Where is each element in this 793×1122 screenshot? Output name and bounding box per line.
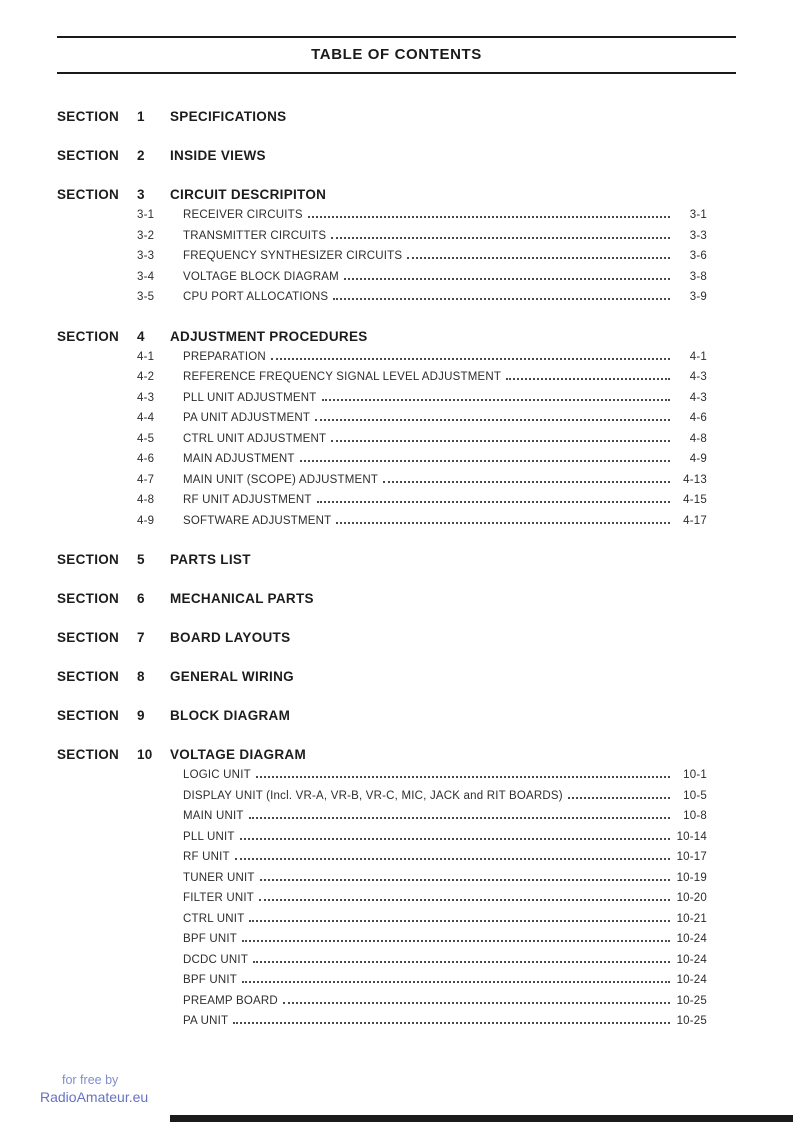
entry-title: PA UNIT ADJUSTMENT [183, 412, 311, 424]
entry-number: 4-4 [137, 412, 155, 424]
entry-page: 10-24 [676, 953, 707, 966]
entry-page: 4-1 [689, 350, 707, 363]
toc-entry [57, 429, 736, 450]
dot-leader [315, 419, 670, 421]
watermark-text: for free by [62, 1073, 119, 1087]
entry-page: 10-8 [683, 810, 707, 822]
entry-number: 4-5 [137, 432, 155, 445]
section-heading-1 [57, 107, 736, 127]
entry-page: 3-8 [689, 270, 707, 283]
entry-page: 3-1 [689, 209, 707, 221]
entry-title: RF UNIT ADJUSTMENT [183, 494, 312, 506]
watermark-link[interactable]: RadioAmateur.eu [40, 1089, 149, 1105]
entry-page: 4-17 [683, 514, 707, 527]
entry-title: BPF UNIT [183, 974, 237, 986]
toc-entry [57, 909, 736, 930]
entry-page: 10-14 [676, 830, 707, 843]
section-number: 1 [137, 109, 145, 124]
toc-entry [57, 367, 736, 388]
section-heading-7 [57, 628, 736, 648]
section-label: SECTION [57, 109, 120, 124]
toc-entry [57, 347, 736, 368]
entry-page: 4-8 [689, 432, 707, 445]
toc-entry [57, 511, 736, 532]
dot-leader [333, 298, 670, 300]
dot-leader [300, 460, 670, 462]
entry-page: 10-1 [683, 769, 707, 781]
section-title: PARTS LIST [170, 552, 251, 567]
section-heading-4 [57, 327, 736, 347]
section-heading-10 [57, 745, 736, 765]
dot-leader [317, 501, 670, 503]
section-title: CIRCUIT DESCRIPITON [170, 187, 327, 202]
entry-title: DISPLAY UNIT (Incl. VR-A, VR-B, VR-C, MIC, JACK and RIT BOARDS) [183, 789, 563, 802]
entry-title: LOGIC UNIT [183, 769, 251, 781]
section-label: SECTION [57, 328, 120, 344]
entry-title: DCDC UNIT [183, 953, 249, 966]
dot-leader [283, 1002, 670, 1004]
entry-page: 10-21 [676, 912, 707, 925]
entry-page: 4-3 [689, 371, 707, 383]
entry-page: 3-9 [689, 291, 707, 303]
section-label: SECTION [57, 591, 120, 606]
section-heading-3 [57, 185, 736, 205]
dot-leader [336, 522, 670, 524]
section-label: SECTION [57, 708, 120, 723]
toc-entry [57, 806, 736, 827]
dot-leader [506, 378, 670, 380]
section-heading-6 [57, 589, 736, 609]
dot-leader [242, 940, 670, 942]
section-number: 3 [137, 187, 145, 202]
dot-leader [331, 440, 670, 442]
dot-leader [331, 237, 670, 239]
dot-leader [233, 1022, 670, 1024]
entry-number: 3-1 [137, 209, 155, 221]
section-heading-2 [57, 146, 736, 166]
section-number: 2 [137, 148, 145, 163]
section-label: SECTION [57, 187, 120, 202]
entry-title: FILTER UNIT [183, 892, 254, 904]
entry-number: 4-1 [137, 350, 155, 363]
entry-number: 3-2 [137, 229, 155, 242]
entry-title: RF UNIT [183, 851, 230, 863]
section-number: 6 [137, 591, 145, 606]
section-title: BOARD LAYOUTS [170, 630, 291, 645]
entry-page: 10-19 [676, 871, 707, 884]
entry-title: FREQUENCY SYNTHESIZER CIRCUITS [183, 250, 403, 262]
entry-number: 4-8 [137, 494, 155, 506]
toc-entry [57, 246, 736, 267]
page-bottom-bar [170, 1115, 793, 1122]
entry-page: 10-24 [676, 933, 707, 945]
entry-page: 4-13 [683, 473, 707, 486]
toc-entry [57, 868, 736, 889]
section-number: 5 [137, 552, 145, 567]
entry-title: PREPARATION [183, 350, 266, 363]
entry-number: 4-2 [137, 371, 155, 383]
section-label: SECTION [57, 552, 120, 567]
toc-entry [57, 267, 736, 288]
dot-leader [344, 278, 670, 280]
toc-entry [57, 929, 736, 950]
entry-title: PLL UNIT ADJUSTMENT [183, 391, 317, 404]
entry-title: PA UNIT [183, 1015, 229, 1027]
entry-page: 3-6 [689, 250, 707, 262]
section-title: BLOCK DIAGRAM [170, 708, 291, 723]
watermark [40, 1072, 148, 1106]
toc-entry [57, 470, 736, 491]
dot-leader [322, 399, 670, 401]
toc-entry [57, 991, 736, 1012]
dot-leader [256, 776, 670, 778]
toc-entry [57, 408, 736, 429]
entry-number: 4-3 [137, 391, 155, 404]
toc-entry [57, 449, 736, 470]
entry-title: PREAMP BOARD [183, 994, 278, 1007]
toc-header [57, 36, 736, 74]
section-number: 7 [137, 630, 145, 645]
entry-title: CPU PORT ALLOCATIONS [183, 291, 329, 303]
entry-title: REFERENCE FREQUENCY SIGNAL LEVEL ADJUSTMENT [183, 371, 502, 383]
section-title: INSIDE VIEWS [170, 148, 266, 163]
page-title: TABLE OF CONTENTS [311, 46, 482, 63]
entry-number: 4-9 [137, 514, 155, 527]
toc-entry [57, 786, 736, 807]
toc-content [57, 107, 736, 1032]
entry-title: MAIN UNIT (SCOPE) ADJUSTMENT [183, 473, 379, 486]
section-label: SECTION [57, 669, 120, 684]
section-label: SECTION [57, 148, 120, 163]
entry-page: 10-20 [676, 892, 707, 904]
toc-entry [57, 847, 736, 868]
section-title: SPECIFICATIONS [170, 109, 287, 124]
toc-entry [57, 1011, 736, 1032]
dot-leader [240, 838, 670, 840]
entry-title: MAIN ADJUSTMENT [183, 453, 295, 465]
toc-entry [57, 888, 736, 909]
entry-page: 4-6 [689, 412, 707, 424]
dot-leader [249, 817, 670, 819]
toc-entry [57, 287, 736, 308]
entry-page: 10-25 [676, 994, 707, 1007]
entry-title: CTRL UNIT ADJUSTMENT [183, 432, 327, 445]
toc-entry [57, 827, 736, 848]
entry-title: TRANSMITTER CIRCUITS [183, 229, 327, 242]
toc-entry [57, 490, 736, 511]
entry-number: 3-4 [137, 270, 155, 283]
section-heading-8 [57, 667, 736, 687]
toc-entry [57, 226, 736, 247]
entry-title: TUNER UNIT [183, 871, 255, 884]
dot-leader [253, 961, 670, 963]
entry-title: BPF UNIT [183, 933, 237, 945]
section-number: 9 [137, 708, 145, 723]
section-number: 10 [137, 747, 153, 762]
section-title: GENERAL WIRING [170, 669, 294, 684]
entry-number: 4-7 [137, 473, 155, 486]
section-label: SECTION [57, 747, 120, 762]
section-number: 4 [137, 328, 145, 344]
entry-page: 4-3 [689, 391, 707, 404]
section-title: ADJUSTMENT PROCEDURES [170, 328, 368, 344]
entry-number: 4-6 [137, 453, 155, 465]
section-number: 8 [137, 669, 145, 684]
dot-leader [407, 257, 670, 259]
toc-entry [57, 388, 736, 409]
entry-page: 10-25 [676, 1015, 707, 1027]
section-title: MECHANICAL PARTS [170, 591, 314, 606]
dot-leader [235, 858, 670, 860]
dot-leader [568, 797, 670, 799]
section-heading-5 [57, 550, 736, 570]
entry-title: PLL UNIT [183, 830, 235, 843]
dot-leader [383, 481, 670, 483]
entry-page: 4-15 [683, 494, 707, 506]
entry-page: 3-3 [689, 229, 707, 242]
entry-title: SOFTWARE ADJUSTMENT [183, 514, 332, 527]
dot-leader [242, 981, 670, 983]
entry-page: 10-5 [683, 789, 707, 802]
entry-number: 3-5 [137, 291, 155, 303]
entry-page: 10-17 [676, 851, 707, 863]
section-title: VOLTAGE DIAGRAM [170, 747, 306, 762]
entry-title: VOLTAGE BLOCK DIAGRAM [183, 270, 339, 283]
section-label: SECTION [57, 630, 120, 645]
dot-leader [260, 879, 670, 881]
entry-page: 4-9 [689, 453, 707, 465]
toc-entry [57, 765, 736, 786]
dot-leader [249, 920, 670, 922]
dot-leader [308, 216, 670, 218]
entry-title: RECEIVER CIRCUITS [183, 209, 303, 221]
dot-leader [259, 899, 670, 901]
entry-title: CTRL UNIT [183, 912, 245, 925]
section-heading-9 [57, 706, 736, 726]
toc-entry [57, 970, 736, 991]
toc-entry [57, 205, 736, 226]
dot-leader [271, 358, 670, 360]
toc-entry [57, 950, 736, 971]
entry-page: 10-24 [676, 974, 707, 986]
entry-title: MAIN UNIT [183, 810, 244, 822]
entry-number: 3-3 [137, 250, 155, 262]
